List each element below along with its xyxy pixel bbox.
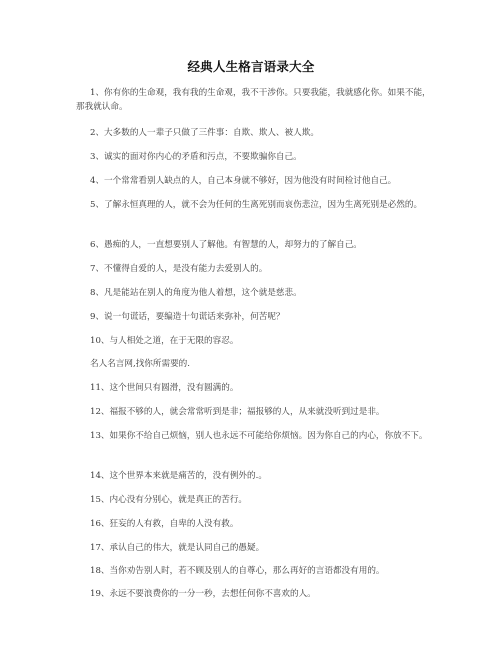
paragraph-19: 19、永远不要浪费你的一分一秒，去想任何你不喜欢的人。: [90, 589, 316, 599]
site-note: 名人名言网,找你所需要的.: [90, 359, 190, 369]
paragraph-14: 14、这个世界本来就是痛苦的，没有例外的.。: [90, 471, 267, 481]
paragraph-8: 8、凡是能站在别人的角度为他人着想，这个就是慈悲。: [90, 288, 302, 298]
paragraph-7: 7、不懂得自爱的人，是没有能力去爱别人的。: [90, 264, 268, 274]
paragraph-15: 15、内心没有分别心，就是真正的苦行。: [90, 495, 248, 505]
paragraph-9: 9、说一句谎话，要编造十句谎话来弥补，何苦呢？: [90, 312, 285, 322]
paragraph-12: 12、福报不够的人，就会常常听到是非；福报够的人，从来就没听到过是非。: [90, 407, 385, 417]
paragraph-10: 10、与人相处之道，在于无限的容忍。: [90, 336, 239, 346]
paragraph-1: 1、你有你的生命观，我有我的生命观，我不干涉你。只要我能，我就感化你。如果不能，那我就认命。: [76, 88, 431, 112]
document-title: 经典人生格言语录大全: [187, 59, 315, 74]
paragraph-17: 17、承认自己的伟大，就是认同自己的愚疑。: [90, 543, 265, 553]
paragraph-6: 6、愚痴的人，一直想要别人了解他。有智慧的人，却努力的了解自己。: [90, 240, 362, 250]
paragraph-13: 13、如果你不给自己烦恼，别人也永远不可能给你烦恼。因为你自己的内心，你放不下。: [90, 431, 428, 441]
paragraph-3: 3、诚实的面对你内心的矛盾和污点，不要欺骗你自己。: [90, 152, 302, 162]
paragraph-18: 18、当你劝告别人时，若不顾及别人的自尊心，那么再好的言语都没有用的。: [90, 566, 385, 576]
paragraph-16: 16、狂妄的人有救，自卑的人没有救。: [90, 519, 239, 529]
paragraph-5: 5、了解永恒真理的人，就不会为任何的生离死别而哀伤悲泣，因为生离死别是必然的。: [90, 200, 423, 210]
paragraph-11: 11、这个世间只有圆滑，没有圆满的。: [90, 383, 239, 393]
paragraph-4: 4、一个常常看别人缺点的人，自己本身就不够好，因为他没有时间检讨他自己。: [90, 176, 397, 186]
paragraph-2: 2、大多数的人一辈子只做了三件事：自欺、欺人、被人欺。: [90, 128, 319, 138]
